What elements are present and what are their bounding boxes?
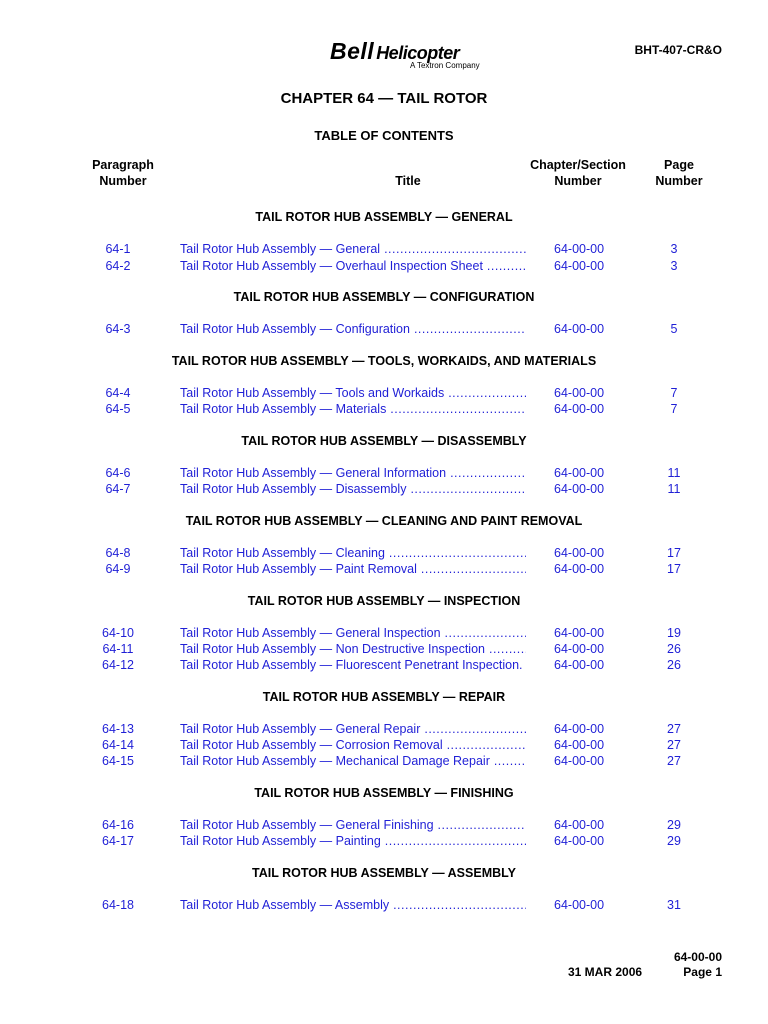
chapter-section-number: 64-00-00 [554, 642, 605, 656]
toc-entry-64-2[interactable] [0, 259, 768, 275]
chapter-title: CHAPTER 64 — TAIL ROTOR [280, 90, 488, 107]
bell-helicopter-logo [330, 38, 490, 72]
chapter-section-number: 64-00-00 [554, 482, 605, 496]
toc-entry-64-18[interactable] [0, 898, 768, 914]
paragraph-number: 64-7 [105, 482, 131, 496]
entry-title: Tail Rotor Hub Assembly — Configuration ..... [180, 322, 526, 336]
paragraph-number: 64-11 [102, 642, 134, 656]
section-heading-disassembly: TAIL ROTOR HUB ASSEMBLY — DISASSEMBLY [241, 434, 527, 448]
paragraph-number: 64-12 [102, 658, 134, 672]
chapter-section-number: 64-00-00 [554, 818, 605, 832]
section-heading-inspection: TAIL ROTOR HUB ASSEMBLY — INSPECTION [247, 594, 521, 608]
footer-date: 31 MAR 2006 [568, 965, 643, 979]
page-number: 27 [667, 754, 681, 768]
chapter-section-number: 64-00-00 [554, 242, 605, 256]
paragraph-number: 64-3 [105, 322, 131, 336]
toc-entry-64-7[interactable] [0, 482, 768, 498]
footer-section-code: 64-00-00 [673, 950, 722, 964]
toc-entry-64-15[interactable] [0, 754, 768, 770]
entry-title: Tail Rotor Hub Assembly — Mechanical Damage Repair ..... [180, 754, 526, 768]
toc-entry-64-17[interactable] [0, 834, 768, 850]
document-number: BHT-407-CR&O [634, 43, 722, 57]
section-heading-general: TAIL ROTOR HUB ASSEMBLY — GENERAL [255, 210, 513, 224]
page-number: 3 [670, 259, 678, 273]
toc-entry-64-8[interactable] [0, 546, 768, 562]
toc-entry-64-14[interactable] [0, 738, 768, 754]
entry-title: Tail Rotor Hub Assembly — General Inspection ..... [180, 626, 526, 640]
page-number: 11 [667, 466, 681, 480]
toc-entry-64-4[interactable] [0, 386, 768, 402]
page-number: 11 [667, 482, 681, 496]
chapter-section-number: 64-00-00 [554, 562, 605, 576]
entry-title: Tail Rotor Hub Assembly — Tools and Workaids ..... [180, 386, 526, 400]
page-number: 17 [667, 546, 681, 560]
entry-title: Tail Rotor Hub Assembly — Cleaning ..... [180, 546, 526, 560]
entry-title: Tail Rotor Hub Assembly — General ..... [180, 242, 526, 256]
paragraph-number: 64-8 [105, 546, 131, 560]
page-number: 27 [667, 738, 681, 752]
paragraph-number: 64-18 [102, 898, 134, 912]
chapter-section-number: 64-00-00 [554, 402, 605, 416]
toc-entry-64-12[interactable] [0, 658, 768, 674]
chapter-section-number: 64-00-00 [554, 546, 605, 560]
section-heading-cleaning-paint-removal: TAIL ROTOR HUB ASSEMBLY — CLEANING AND PAINT REMOVAL [185, 514, 583, 528]
paragraph-number: 64-5 [105, 402, 131, 416]
entry-title: Tail Rotor Hub Assembly — General Repair ..... [180, 722, 526, 736]
chapter-section-number: 64-00-00 [554, 722, 605, 736]
page-number: 7 [670, 386, 678, 400]
chapter-section-number: 64-00-00 [554, 738, 605, 752]
paragraph-number: 64-10 [102, 626, 134, 640]
entry-title: Tail Rotor Hub Assembly — Materials ..... [180, 402, 526, 416]
column-header-title: Title [395, 174, 421, 188]
paragraph-number: 64-4 [105, 386, 131, 400]
toc-entry-64-6[interactable] [0, 466, 768, 482]
toc-entry-64-9[interactable] [0, 562, 768, 578]
page-number: 31 [667, 898, 681, 912]
chapter-section-number: 64-00-00 [554, 898, 605, 912]
entry-title: Tail Rotor Hub Assembly — Fluorescent Penetrant Inspection. ..... [180, 658, 526, 672]
chapter-section-number: 64-00-00 [554, 754, 605, 768]
entry-title: Tail Rotor Hub Assembly — Disassembly ..... [180, 482, 526, 496]
chapter-section-number: 64-00-00 [554, 386, 605, 400]
paragraph-number: 64-14 [102, 738, 134, 752]
section-heading-repair: TAIL ROTOR HUB ASSEMBLY — REPAIR [262, 690, 506, 704]
entry-title: Tail Rotor Hub Assembly — Overhaul Inspection Sheet ..... [180, 259, 526, 273]
paragraph-number: 64-6 [105, 466, 131, 480]
entry-title: Tail Rotor Hub Assembly — Paint Removal ..... [180, 562, 526, 576]
column-header-chapter-section: Chapter/Section Number [530, 158, 626, 188]
page-number: 26 [667, 642, 681, 656]
entry-title: Tail Rotor Hub Assembly — Non Destructive Inspection ..... [180, 642, 526, 656]
paragraph-number: 64-17 [102, 834, 134, 848]
logo-tagline: A Textron Company [410, 61, 480, 70]
entry-title: Tail Rotor Hub Assembly — Corrosion Removal ..... [180, 738, 526, 752]
toc-entry-64-10[interactable] [0, 626, 768, 642]
page-number: 7 [670, 402, 678, 416]
entry-title: Tail Rotor Hub Assembly — General Information ..... [180, 466, 526, 480]
chapter-section-number: 64-00-00 [554, 322, 605, 336]
paragraph-number: 64-16 [102, 818, 134, 832]
paragraph-number: 64-2 [105, 259, 131, 273]
chapter-section-number: 64-00-00 [554, 259, 605, 273]
toc-entry-64-5[interactable] [0, 402, 768, 418]
page-number: 26 [667, 658, 681, 672]
paragraph-number: 64-13 [102, 722, 134, 736]
section-heading-configuration: TAIL ROTOR HUB ASSEMBLY — CONFIGURATION [233, 290, 535, 304]
page-number: 27 [667, 722, 681, 736]
footer-page-label: Page 1 [683, 965, 722, 979]
page-number: 3 [670, 242, 678, 256]
logo-product: Helicopter [376, 43, 460, 63]
paragraph-number: 64-15 [102, 754, 134, 768]
column-header-paragraph-number: Paragraph Number [92, 158, 154, 188]
paragraph-number: 64-1 [105, 242, 131, 256]
page-number: 5 [670, 322, 678, 336]
chapter-section-number: 64-00-00 [554, 626, 605, 640]
page-number: 19 [667, 626, 681, 640]
page-number: 29 [667, 818, 681, 832]
toc-entry-64-16[interactable] [0, 818, 768, 834]
toc-entry-64-3[interactable] [0, 322, 768, 338]
toc-entry-64-1[interactable] [0, 242, 768, 258]
chapter-section-number: 64-00-00 [554, 834, 605, 848]
logo-brand: Bell [330, 38, 375, 64]
page-number: 17 [667, 562, 681, 576]
section-heading-tools-workaids-materials: TAIL ROTOR HUB ASSEMBLY — TOOLS, WORKAIDS, AND MATERIALS [171, 354, 597, 368]
toc-title: TABLE OF CONTENTS [314, 128, 454, 143]
toc-entry-64-13[interactable] [0, 722, 768, 738]
section-heading-finishing: TAIL ROTOR HUB ASSEMBLY — FINISHING [254, 786, 514, 800]
entry-title: Tail Rotor Hub Assembly — General Finishing ..... [180, 818, 526, 832]
entry-title: Tail Rotor Hub Assembly — Assembly ..... [180, 898, 526, 912]
entry-title: Tail Rotor Hub Assembly — Painting ..... [180, 834, 526, 848]
chapter-section-number: 64-00-00 [554, 466, 605, 480]
section-heading-assembly: TAIL ROTOR HUB ASSEMBLY — ASSEMBLY [252, 866, 516, 880]
chapter-section-number: 64-00-00 [554, 658, 605, 672]
page-number: 29 [667, 834, 681, 848]
toc-entry-64-11[interactable] [0, 642, 768, 658]
column-header-page-number: Page Number [655, 158, 703, 188]
paragraph-number: 64-9 [105, 562, 131, 576]
